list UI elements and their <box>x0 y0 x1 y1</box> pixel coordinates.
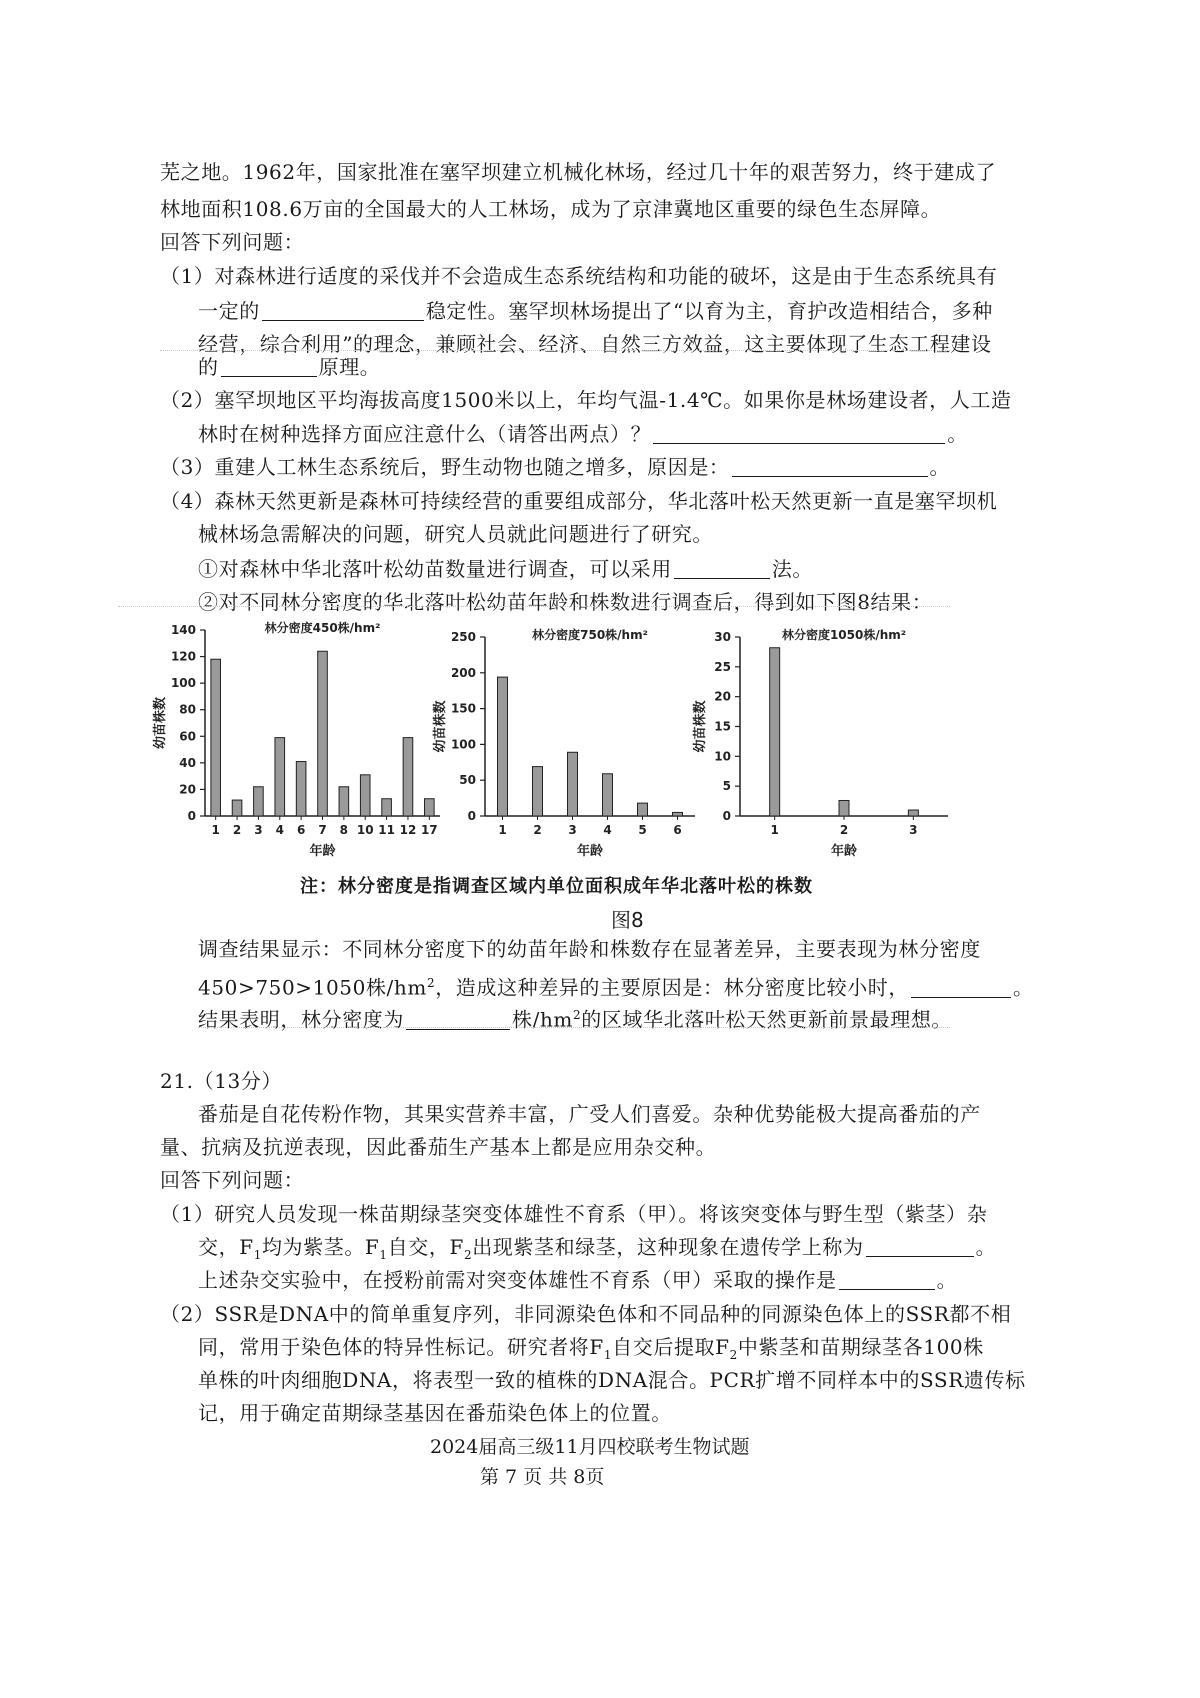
y-tick-label: 140 <box>170 623 196 637</box>
chart-title: 林分密度1050株/hm² <box>781 628 907 642</box>
q20-p3-line: （3）重建人工林生态系统后，野生动物也随之增多，原因是： 。 <box>160 455 951 479</box>
bar <box>403 738 413 816</box>
result-line-c: 结果表明，林分密度为 株$/hm^2$的区域华北落叶松天然更新前景最理想。 <box>198 1007 953 1032</box>
y-tick-label: 80 <box>179 702 196 717</box>
y-tick-label: 0 <box>187 809 196 823</box>
q21-p2-line-c: 单株的叶肉细胞DNA，将表型一致的植株的DNA混合。PCR扩增不同样本中的SSR遗传标 <box>198 1368 1026 1392</box>
q21-intro-line-a: 番茄是自花传粉作物，其果实营养丰富，广受人们喜爱。杂种优势能极大提高番茄的产 <box>198 1102 981 1126</box>
bar <box>770 648 780 816</box>
y-tick-label: 200 <box>450 665 476 680</box>
x-tick-label: 2 <box>839 823 849 837</box>
q21-p2-line-d: 记，用于确定苗期绿茎基因在番茄染色体上的位置。 <box>198 1401 672 1425</box>
answer-blank-operation[interactable] <box>839 1269 935 1290</box>
bar <box>568 752 578 816</box>
q21-answer-prompt: 回答下列问题： <box>160 1168 305 1192</box>
y-tick-label: 30 <box>714 630 731 644</box>
x-tick-label: 1 <box>211 823 220 837</box>
q21-p1-line-b: 交，$F_1$均为紫茎。$F_1$自交，$F_2$出现紫茎和绿茎，这种现象在遗传学上称为 。 <box>198 1235 997 1262</box>
footer-page-info: 第 7 页 共 8页 <box>480 1466 605 1488</box>
q21-header: 21.（13分） <box>160 1069 283 1093</box>
bar <box>603 774 613 816</box>
footer-exam-title: 2024届高三级11月四校联考生物试题 <box>430 1436 750 1458</box>
y-tick-label: 10 <box>714 749 731 764</box>
dotted-separator <box>160 350 950 351</box>
chart-title: 林分密度450株/hm² <box>264 621 381 635</box>
y-tick-label: 120 <box>170 649 196 664</box>
x-tick-label: 6 <box>296 823 306 837</box>
q21-intro-line-b: 量、抗病及抗逆表现，因此番茄生产基本上都是应用杂交种。 <box>160 1135 717 1159</box>
figure-note: 注：林分密度是指调查区域内单位面积成年华北落叶松的株数 <box>300 876 813 897</box>
bar <box>296 762 306 816</box>
result-line-b: 450>750>1050株$/hm^2$，造成这种差异的主要原因是：林分密度比较小时， 。 <box>198 975 1034 1000</box>
y-tick-label: 100 <box>170 676 196 691</box>
x-tick-label: 2 <box>533 823 542 837</box>
q20-p4-line-a: （4）森林天然更新是森林可持续经营的重要组成部分，华北落叶松天然更新一直是塞罕坝机 <box>160 489 998 513</box>
y-axis-label: 幼苗株数 <box>153 696 168 750</box>
intro-line-2: 林地面积108.6万亩的全国最大的人工林场，成为了京津冀地区重要的绿色生态屏障。 <box>160 197 942 221</box>
y-axis-label: 幼苗株数 <box>693 700 708 753</box>
q21-p1-line-a: （1）研究人员发现一株苗期绿茎突变体雄性不育系（甲）。将该突变体与野生型（紫茎）杂 <box>160 1202 988 1226</box>
q21-p1-line-c: 上述杂交实验中，在授粉前需对突变体雄性不育系（甲）采取的操作是 。 <box>198 1268 958 1292</box>
bar <box>232 800 242 816</box>
answer-blank-survey-method[interactable] <box>674 558 770 579</box>
x-tick-label: 17 <box>420 823 438 837</box>
y-tick-label: 100 <box>450 737 476 752</box>
q20-p2-line-a: （2）塞罕坝地区平均海拔高度1500米以上，年均气温-1.4℃。如果你是林场建设者，人工造 <box>160 388 1012 412</box>
bar <box>339 787 349 816</box>
x-tick-label: 6 <box>673 823 682 837</box>
y-tick-label: 15 <box>714 719 731 734</box>
x-tick-label: 4 <box>603 823 612 837</box>
y-tick-label: 0 <box>722 809 731 823</box>
intro-line-1: 芜之地。1962年，国家批准在塞罕坝建立机械化林场，经过几十年的艰苦努力，终于建成了 <box>160 160 997 184</box>
q21-p2-line-a: （2）SSR是DNA中的简单重复序列，非同源染色体和不同品种的同源染色体上的SSR都不相 <box>160 1302 1012 1326</box>
x-tick-label: 1 <box>770 823 779 837</box>
x-tick-label: 10 <box>356 823 374 837</box>
y-tick-label: 20 <box>714 689 731 704</box>
q20-p1-line-d: 的 原理。 <box>198 355 381 379</box>
answer-blank-reason[interactable] <box>911 977 1011 998</box>
bar <box>498 677 508 816</box>
answer-blank-wildlife-reason[interactable] <box>732 456 928 477</box>
x-tick-label: 1 <box>498 823 507 837</box>
bar <box>533 767 543 816</box>
answer-blank-stability[interactable] <box>262 300 424 321</box>
y-tick-label: 25 <box>714 659 731 674</box>
bar-chart-density-750 <box>430 615 710 865</box>
bar <box>908 810 918 816</box>
bar-chart-density-1050 <box>690 615 960 865</box>
q20-p1-line-b: 一定的 稳定性。塞罕坝林场提出了“以育为主，育护改造相结合，多种 <box>198 299 993 323</box>
q20-p2-line-b: 林时在树种选择方面应注意什么（请答出两点）？ 。 <box>198 422 968 446</box>
x-tick-label: 5 <box>638 823 647 837</box>
x-tick-label: 3 <box>909 823 918 837</box>
y-tick-label: 5 <box>722 779 731 794</box>
answer-blank-tree-species[interactable] <box>653 423 945 444</box>
x-axis-label: 年龄 <box>576 844 604 859</box>
x-tick-label: 3 <box>568 823 577 837</box>
answer-blank-genetic-term[interactable] <box>866 1236 974 1257</box>
x-tick-label: 12 <box>399 823 417 837</box>
y-tick-label: 60 <box>179 729 196 744</box>
x-tick-label: 8 <box>339 823 349 837</box>
dotted-separator <box>118 606 950 607</box>
y-tick-label: 0 <box>467 809 476 823</box>
y-tick-label: 50 <box>459 773 476 788</box>
bar <box>382 799 392 816</box>
bar <box>318 651 328 816</box>
x-tick-label: 2 <box>232 823 242 837</box>
x-axis-label: 年龄 <box>830 844 858 859</box>
bar <box>839 800 849 816</box>
y-tick-label: 40 <box>179 755 196 770</box>
y-tick-label: 150 <box>450 701 476 716</box>
bar <box>638 803 648 816</box>
x-tick-label: 11 <box>378 823 395 837</box>
q20-p1-line-c: 经营，综合利用”的理念，兼顾社会、经济、自然三方效益，这主要体现了生态工程建设 <box>198 332 992 356</box>
x-axis-label: 年龄 <box>309 844 336 859</box>
y-axis-label: 幼苗株数 <box>433 700 448 753</box>
y-tick-label: 20 <box>179 782 196 797</box>
bar <box>275 738 285 816</box>
chart-title: 林分密度750株/hm² <box>532 628 648 642</box>
answer-blank-principle[interactable] <box>221 356 317 377</box>
q20-p4-line-c: ①对森林中华北落叶松幼苗数量进行调查，可以采用 法。 <box>198 557 814 581</box>
x-tick-label: 3 <box>254 823 263 837</box>
x-tick-label: 7 <box>318 823 327 837</box>
bar <box>254 787 264 816</box>
result-line-a: 调查结果显示：不同林分密度下的幼苗年龄和株数存在显著差异，主要表现为林分密度 <box>198 937 981 961</box>
bar <box>360 775 370 816</box>
figure-caption: 图8 <box>611 908 644 932</box>
bar-chart-density-450 <box>150 615 450 865</box>
q20-p4-line-d: ②对不同林分密度的华北落叶松幼苗年龄和株数进行调查后，得到如下图8结果： <box>198 590 933 614</box>
y-tick-label: 250 <box>450 630 476 644</box>
bar <box>673 812 683 816</box>
bar <box>211 659 221 816</box>
q21-p2-line-b: 同，常用于染色体的特异性标记。研究者将$F_1$自交后提取$F_2$中紫茎和苗期绿茎各100株 <box>198 1335 984 1362</box>
q20-p1-line-a: （1）对森林进行适度的采伐并不会造成生态系统结构和功能的破坏，这是由于生态系统具有 <box>160 264 998 288</box>
q20-p4-line-b: 械林场急需解决的问题，研究人员就此问题进行了研究。 <box>198 522 713 546</box>
answer-prompt: 回答下列问题： <box>160 230 305 254</box>
x-tick-label: 4 <box>275 823 284 837</box>
dotted-separator <box>198 1027 950 1028</box>
